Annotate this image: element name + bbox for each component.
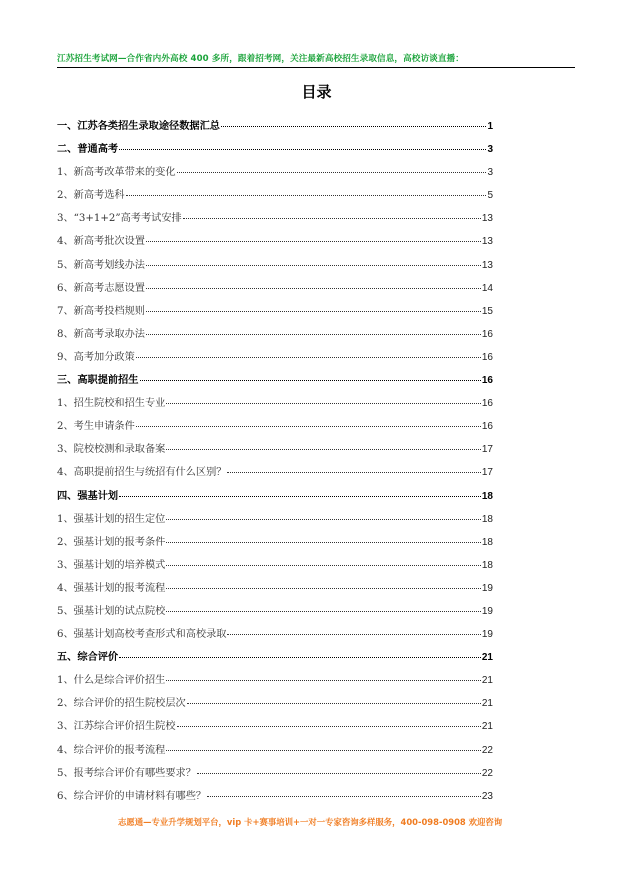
toc-entry-page: 18 [481, 513, 493, 525]
toc-entry-label: 5、新高考划线办法 [57, 259, 145, 271]
toc-entry[interactable] [57, 348, 493, 371]
dot-leader [136, 426, 481, 427]
toc-entry-page: 21 [481, 698, 493, 710]
toc-entry-page: 22 [481, 767, 493, 779]
toc-entry[interactable] [57, 325, 493, 348]
toc-entry-page: 14 [481, 282, 493, 294]
toc-entry[interactable] [57, 140, 493, 163]
dot-leader [146, 334, 481, 335]
toc-entry[interactable] [57, 163, 493, 186]
toc-entry-label: 4、新高考批次设置 [57, 236, 145, 248]
toc-entry-label: 二、普通高考 [57, 144, 119, 156]
toc-entry[interactable] [57, 764, 493, 787]
dot-leader [166, 565, 481, 566]
toc-entry-page: 13 [481, 259, 493, 271]
dot-leader [166, 542, 481, 543]
toc-entry-label: 3、院校校测和录取备案 [57, 444, 166, 456]
toc-entry[interactable] [57, 648, 493, 671]
toc-entry-label: 3、“3+1+2”高考考试安排 [57, 213, 182, 225]
dot-leader [227, 472, 480, 473]
toc-entry[interactable] [57, 463, 493, 486]
toc-entry-label: 1、什么是综合评价招生 [57, 675, 166, 687]
toc-entry-label: 8、新高考录取办法 [57, 328, 145, 340]
dot-leader [177, 172, 487, 173]
toc-entry[interactable] [57, 186, 493, 209]
toc-entry-page: 16 [481, 398, 493, 410]
toc-entry-label: 6、综合评价的申请材料有哪些？ [57, 790, 207, 802]
dot-leader [146, 288, 481, 289]
toc-entry-page: 5 [487, 190, 493, 202]
dot-leader [146, 241, 481, 242]
toc-entry[interactable] [57, 487, 493, 510]
toc-entry[interactable] [57, 741, 493, 764]
toc-entry-page: 23 [481, 790, 493, 802]
page-header-banner: 江苏招生考试网—合作省内外高校 400 多所，跟着招考网，关注最新高校招生录取信息，高校访谈直播： [57, 54, 464, 64]
dot-leader [187, 703, 481, 704]
dot-leader [207, 796, 481, 797]
dot-leader [166, 588, 481, 589]
toc-entry-page: 15 [481, 305, 493, 317]
toc-entry-page: 18 [481, 490, 493, 502]
toc-entry-page: 16 [481, 421, 493, 433]
toc-entry-page: 19 [481, 582, 493, 594]
dot-leader [183, 218, 481, 219]
toc-entry[interactable] [57, 602, 493, 625]
toc-entry[interactable] [57, 671, 493, 694]
toc-entry-label: 四、强基计划 [57, 490, 119, 502]
toc-entry-label: 7、新高考投档规则 [57, 305, 145, 317]
toc-entry-page: 21 [481, 652, 493, 664]
toc-entry-label: 一、江苏各类招生录取途径数据汇总 [57, 121, 220, 132]
dot-leader [197, 773, 481, 774]
dot-leader [136, 357, 481, 358]
toc-entry[interactable] [57, 256, 493, 279]
toc-entry-label: 三、高职提前招生 [57, 375, 139, 387]
dot-leader [166, 680, 481, 681]
toc-entry-label: 3、江苏综合评价招生院校 [57, 721, 176, 733]
toc-entry-label: 2、考生申请条件 [57, 421, 135, 433]
header-divider [57, 67, 575, 68]
dot-leader [221, 126, 486, 127]
toc-entry-label: 5、强基计划的试点院校 [57, 605, 166, 617]
toc-entry[interactable] [57, 625, 493, 648]
toc-entry-label: 2、综合评价的招生院校层次 [57, 698, 186, 710]
toc-entry-label: 6、新高考志愿设置 [57, 282, 145, 294]
toc-entry-page: 1 [487, 121, 493, 132]
toc-entry-label: 1、强基计划的招生定位 [57, 513, 166, 525]
toc-entry-page: 17 [481, 467, 493, 479]
toc-entry[interactable] [57, 440, 493, 463]
toc-entry[interactable] [57, 117, 493, 140]
toc-entry-page: 16 [481, 328, 493, 340]
toc-entry-page: 21 [481, 675, 493, 687]
dot-leader [119, 657, 481, 658]
toc-entry-label: 6、强基计划高校考查形式和高校录取 [57, 629, 227, 641]
toc-entry-page: 19 [481, 629, 493, 641]
dot-leader [146, 265, 481, 266]
toc-entry-page: 3 [487, 144, 493, 156]
toc-entry-page: 21 [481, 721, 493, 733]
toc-entry[interactable] [57, 302, 493, 325]
dot-leader [166, 519, 481, 520]
toc-entry-page: 16 [481, 351, 493, 363]
table-of-contents [57, 117, 493, 810]
page-footer-banner: 志愿通—专业升学规划平台，vip 卡+赛事培训+一对一专家咨询多样服务，400-098-0908 欢迎咨询 [118, 817, 503, 827]
toc-entry-label: 1、新高考改革带来的变化 [57, 167, 176, 179]
dot-leader [126, 195, 487, 196]
toc-entry[interactable] [57, 417, 493, 440]
toc-entry-page: 18 [481, 536, 493, 548]
toc-entry-label: 五、综合评价 [57, 652, 119, 664]
toc-entry-page: 13 [481, 213, 493, 225]
toc-entry-label: 4、综合评价的报考流程 [57, 744, 166, 756]
dot-leader [177, 726, 481, 727]
toc-entry-label: 4、强基计划的报考流程 [57, 582, 166, 594]
toc-entry-page: 13 [481, 236, 493, 248]
dot-leader [166, 750, 481, 751]
toc-entry[interactable] [57, 533, 493, 556]
toc-entry[interactable] [57, 394, 493, 417]
dot-leader [166, 403, 481, 404]
toc-entry-page: 3 [487, 167, 493, 179]
dot-leader [166, 611, 481, 612]
dot-leader [119, 496, 481, 497]
toc-entry-label: 3、强基计划的培养模式 [57, 559, 166, 571]
toc-entry-label: 1、招生院校和招生专业 [57, 398, 166, 410]
toc-entry-page: 19 [481, 605, 493, 617]
toc-entry[interactable] [57, 717, 493, 740]
dot-leader [140, 380, 481, 381]
toc-entry[interactable] [57, 510, 493, 533]
toc-entry-label: 2、新高考选科 [57, 190, 125, 202]
toc-entry-page: 22 [481, 744, 493, 756]
toc-entry[interactable] [57, 279, 493, 302]
page-title: 目录 [301, 83, 332, 101]
dot-leader [146, 311, 481, 312]
toc-entry-page: 18 [481, 559, 493, 571]
toc-entry[interactable] [57, 579, 493, 602]
dot-leader [119, 149, 486, 150]
toc-entry[interactable] [57, 694, 493, 717]
toc-entry[interactable] [57, 787, 493, 810]
toc-entry-page: 17 [481, 444, 493, 456]
toc-entry[interactable] [57, 556, 493, 579]
dot-leader [227, 634, 480, 635]
toc-entry-label: 2、强基计划的报考条件 [57, 536, 166, 548]
toc-entry[interactable] [57, 209, 493, 232]
toc-entry-label: 5、报考综合评价有哪些要求？ [57, 767, 196, 779]
toc-entry-label: 9、高考加分政策 [57, 351, 135, 363]
toc-entry-label: 4、高职提前招生与统招有什么区别？ [57, 467, 227, 479]
dot-leader [166, 449, 481, 450]
toc-entry[interactable] [57, 232, 493, 255]
toc-entry-page: 16 [481, 375, 493, 387]
toc-entry[interactable] [57, 371, 493, 394]
